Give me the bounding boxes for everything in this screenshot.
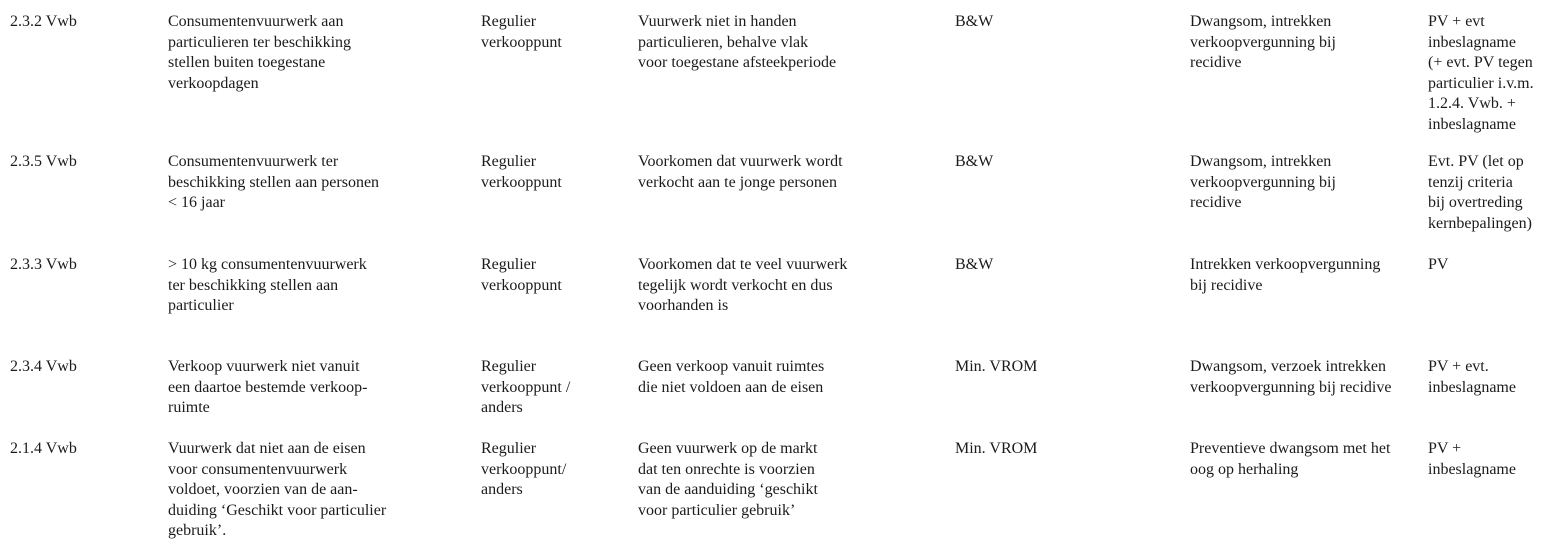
measure-cell: Dwangsom, verzoek intrekken verkoopvergunning bij recidive <box>1190 358 1392 396</box>
measure-cell: Dwangsom, intrekken verkoopvergunning bij recidive <box>1190 13 1336 71</box>
purpose-cell: Geen verkoop vanuit ruimtes die niet voldoen aan de eisen <box>638 358 825 396</box>
sanction-cell: PV + evt. inbeslagname <box>1428 358 1516 396</box>
location-cell: Regulier verkooppunt <box>481 256 562 294</box>
authority-cell: B&W <box>955 256 994 273</box>
authority-cell: Min. VROM <box>955 358 1038 375</box>
offense-cell: Consumentenvuurwerk aan particulieren ter beschikking stellen buiten toegestane verkoopdagen <box>168 13 352 92</box>
purpose-cell: Vuurwerk niet in handen particulieren, behalve vlak voor toegestane afsteekperiode <box>638 13 837 71</box>
location-cell: Regulier verkooppunt / anders <box>481 358 571 416</box>
measure-cell: Preventieve dwangsom met het oog op herhaling <box>1190 440 1391 478</box>
offense-cell: Consumentenvuurwerk ter beschikking stellen aan personen < 16 jaar <box>168 153 380 211</box>
article-cell: 2.3.5 Vwb <box>10 153 77 170</box>
authority-cell: Min. VROM <box>955 440 1038 457</box>
article-cell: 2.3.3 Vwb <box>10 256 77 273</box>
location-cell: Regulier verkooppunt/ anders <box>481 440 567 498</box>
location-cell: Regulier verkooppunt <box>481 153 562 191</box>
purpose-cell: Voorkomen dat te veel vuurwerk tegelijk wordt verkocht en dus voorhanden is <box>638 256 848 314</box>
offense-cell: > 10 kg consumentenvuurwerk ter beschikking stellen aan particulier <box>168 256 367 314</box>
sanction-cell: PV + evt inbeslagname (+ evt. PV tegen particulier i.v.m. 1.2.4. Vwb. + inbeslagname <box>1428 13 1534 133</box>
offense-cell: Vuurwerk dat niet aan de eisen voor consumentenvuurwerk voldoet, voorzien van de aan- duiding ‘Geschikt voor particulier gebruik’. <box>168 440 387 539</box>
purpose-cell: Voorkomen dat vuurwerk wordt verkocht aan te jonge personen <box>638 153 843 191</box>
purpose-cell: Geen vuurwerk op de markt dat ten onrechte is voorzien van de aanduiding ‘geschikt voor particulier gebruik’ <box>638 440 818 519</box>
sanction-cell: Evt. PV (let op tenzij criteria bij overtreding kernbepalingen) <box>1428 153 1532 232</box>
authority-cell: B&W <box>955 153 994 170</box>
sanction-cell: PV + inbeslagname <box>1428 440 1516 478</box>
authority-cell: B&W <box>955 13 994 30</box>
sanction-cell: PV <box>1428 256 1449 273</box>
article-cell: 2.3.4 Vwb <box>10 358 77 375</box>
location-cell: Regulier verkooppunt <box>481 13 562 51</box>
article-cell: 2.1.4 Vwb <box>10 440 77 457</box>
measure-cell: Dwangsom, intrekken verkoopvergunning bij recidive <box>1190 153 1336 211</box>
article-cell: 2.3.2 Vwb <box>10 13 77 30</box>
measure-cell: Intrekken verkoopvergunning bij recidive <box>1190 256 1381 294</box>
offense-cell: Verkoop vuurwerk niet vanuit een daartoe bestemde verkoop- ruimte <box>168 358 368 416</box>
